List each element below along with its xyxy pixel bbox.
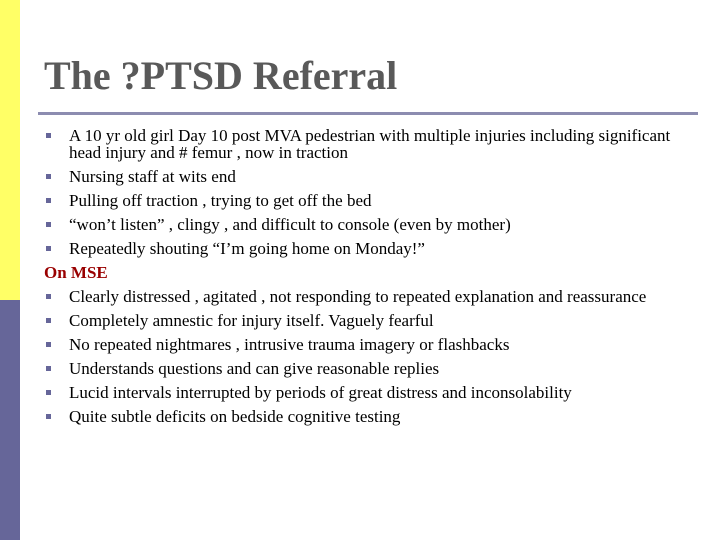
bullet-text: Repeatedly shouting “I’m going home on Monday!” (69, 239, 425, 258)
bullet-text: A 10 yr old girl Day 10 post MVA pedestrian with multiple injuries including significant head injury and # femur , now in traction (69, 126, 671, 162)
bullet-text: Completely amnestic for injury itself. Vaguely fearful (69, 311, 434, 330)
square-bullet-icon (46, 366, 51, 371)
square-bullet-icon (46, 414, 51, 419)
presentation-list (44, 127, 694, 257)
bullet-text: Understands questions and can give reasonable replies (69, 359, 440, 378)
list-item (44, 312, 694, 329)
slide-title: The ?PTSD Referral (44, 53, 398, 98)
mse-heading: On MSE (44, 263, 108, 282)
square-bullet-icon (46, 133, 51, 138)
list-item (44, 408, 694, 425)
bullet-text: Nursing staff at wits end (69, 167, 236, 186)
square-bullet-icon (46, 198, 51, 203)
list-item (44, 384, 694, 401)
list-item (44, 360, 694, 377)
title-rule (38, 112, 698, 115)
list-item (44, 192, 694, 209)
list-item (44, 216, 694, 233)
list-item (44, 336, 694, 353)
side-bar-purple (0, 300, 20, 540)
bullet-text: Pulling off traction , trying to get off the bed (69, 191, 372, 210)
square-bullet-icon (46, 318, 51, 323)
list-item (44, 127, 694, 161)
square-bullet-icon (46, 342, 51, 347)
mse-list (44, 288, 694, 425)
square-bullet-icon (46, 222, 51, 227)
slide-body (44, 127, 694, 432)
bullet-text: “won’t listen” , clingy , and difficult to console (even by mother) (69, 215, 511, 234)
square-bullet-icon (46, 174, 51, 179)
list-item (44, 288, 694, 305)
bullet-text: No repeated nightmares , intrusive trauma imagery or flashbacks (69, 335, 510, 354)
list-item (44, 240, 694, 257)
bullet-text: Lucid intervals interrupted by periods of great distress and inconsolability (69, 383, 572, 402)
square-bullet-icon (46, 390, 51, 395)
square-bullet-icon (46, 294, 51, 299)
list-item (44, 168, 694, 185)
square-bullet-icon (46, 246, 51, 251)
side-bar-yellow (0, 0, 20, 300)
bullet-text: Quite subtle deficits on bedside cognitive testing (69, 407, 401, 426)
bullet-text: Clearly distressed , agitated , not responding to repeated explanation and reassurance (69, 287, 647, 306)
